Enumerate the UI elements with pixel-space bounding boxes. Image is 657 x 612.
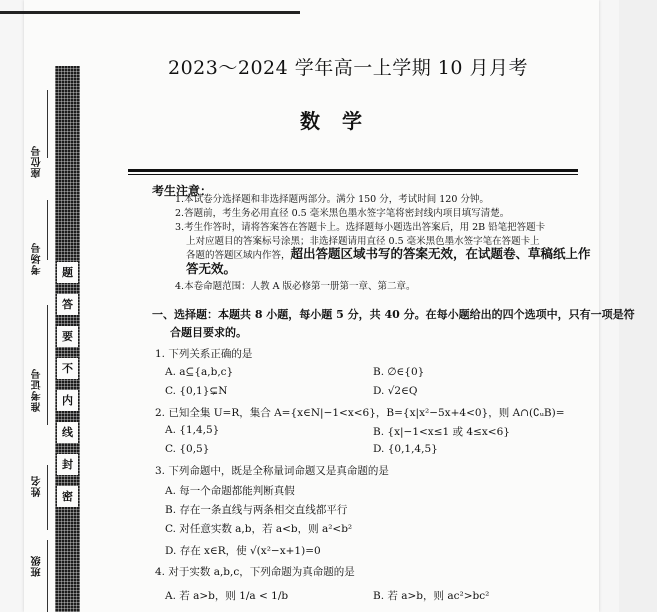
question-3-stem: 3. 下列命题中，既是全称量词命题又是真命题的是 xyxy=(155,465,389,477)
seal-char: 要 xyxy=(57,326,78,347)
q3-option-d: D. 存在 x∈R，使 √(x²−x+1)=0 xyxy=(165,545,321,557)
q2-option-b: B. {x|−1<x≤1 或 4≤x<6} xyxy=(373,426,510,438)
room-line xyxy=(47,200,48,260)
seal-char: 内 xyxy=(57,390,78,411)
seal-char: 线 xyxy=(57,422,78,443)
section-heading: 一、选择题：本题共 8 小题，每小题 5 分，共 40 分。在每小题给出的四个选项中，只有一项是符 xyxy=(152,308,635,321)
q3-option-a: A. 每一个命题都能判断真假 xyxy=(165,485,295,497)
q2-option-d: D. {0,1,4,5} xyxy=(373,443,438,455)
seat-label: 座位号 xyxy=(32,145,43,178)
question-1-stem: 1. 下列关系正确的是 xyxy=(155,348,253,360)
class-line xyxy=(47,540,48,612)
q1-option-d: D. √2∈Q xyxy=(373,385,418,397)
note-4: 4.本卷命题范围：人教 A 版必修第一册第一章、第二章。 xyxy=(175,281,416,292)
name-label: 姓名 xyxy=(32,475,43,497)
q2-option-c: C. {0,5} xyxy=(165,443,210,455)
q1-option-b: B. ∅∈{0} xyxy=(373,366,425,378)
q2-option-a: A. {1,4,5} xyxy=(165,424,220,436)
q1-option-a: A. a⊆{a,b,c} xyxy=(165,366,234,378)
q1-option-c: C. {0,1}⊊N xyxy=(165,385,228,397)
top-rule xyxy=(0,11,300,14)
note-3-emphasis: 超出答题区域书写的答案无效，在试题卷、草稿纸上作 xyxy=(290,246,591,261)
note-2: 2.答题前，考生务必用直径 0.5 毫米黑色墨水签字笔将密封线内项目填写清楚。 xyxy=(175,208,510,219)
header-rule-thin xyxy=(128,174,578,175)
q4-option-a: A. 若 a>b，则 1/a < 1/b xyxy=(165,590,289,602)
note-3-text: 各题的答题区域内作答， xyxy=(186,250,291,261)
q3-option-b: B. 存在一条直线与两条相交直线都平行 xyxy=(165,504,348,516)
note-3-line-3 xyxy=(186,247,591,262)
class-label: 班级 xyxy=(32,555,43,577)
name-line xyxy=(47,465,48,530)
id-label: 准考证号 xyxy=(32,368,43,412)
note-1: 1.本试卷分选择题和非选择题两部分。满分 150 分，考试时间 120 分钟。 xyxy=(175,194,489,205)
header-rule xyxy=(128,169,578,172)
q4-option-b: B. 若 a>b，则 ac²>bc² xyxy=(373,590,490,602)
seal-char: 题 xyxy=(57,262,78,283)
question-4-stem: 4. 对于实数 a,b,c，下列命题为真命题的是 xyxy=(155,566,355,578)
exam-title: 2023～2024 学年高一上学期 10 月月考 xyxy=(168,57,529,79)
seal-char: 答 xyxy=(57,294,78,315)
note-3-line-4: 答无效。 xyxy=(186,261,237,276)
seal-char: 不 xyxy=(57,358,78,379)
seat-line xyxy=(47,90,48,158)
room-label: 考场号 xyxy=(32,242,43,275)
q3-option-c: C. 对任意实数 a,b，若 a<b，则 a²<b² xyxy=(165,523,353,535)
seal-char: 封 xyxy=(57,454,78,475)
question-2-stem: 2. 已知全集 U=R，集合 A={x∈N|−1<x<6}，B={x|x²−5x+4<0}，则 A∩(∁ᵤB)= xyxy=(155,407,565,419)
id-line xyxy=(47,305,48,425)
subject-title: 数学 xyxy=(300,109,384,133)
note-3-line-2: 上对应题目的答案标号涂黑；非选择题请用直径 0.5 毫米黑色墨水签字笔在答题卡上 xyxy=(186,236,540,247)
notes-heading: 考生注意： xyxy=(152,184,213,198)
section-heading-cont: 合题目要求的。 xyxy=(170,326,247,339)
note-3-line-1: 3.考生作答时，请将答案答在答题卡上。选择题每小题选出答案后，用 2B 铅笔把答题卡 xyxy=(175,222,546,233)
seal-char: 密 xyxy=(57,486,78,507)
seal-binding-strip xyxy=(55,66,80,612)
